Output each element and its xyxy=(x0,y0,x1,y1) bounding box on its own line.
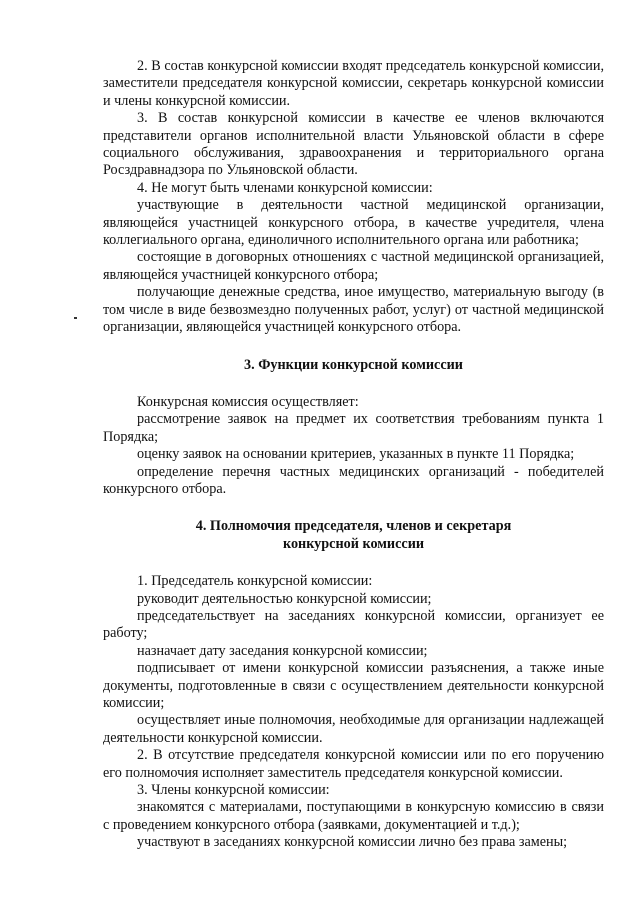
section-heading: конкурсной комиссии xyxy=(282,535,425,552)
paragraph: определение перечня частных медицинских организаций - победителей конкурсного отбора. xyxy=(103,463,604,497)
margin-mark xyxy=(74,317,77,319)
spacer xyxy=(103,337,604,357)
paragraph: получающие денежные средства, иное имущество, материальную выгоду (в том числе в виде безвозмездно полученных работ, услуг) от частной медицинской организации, являющейся участницей конкурсного отбора. xyxy=(103,284,604,336)
paragraph: 2. В отсутствие председателя конкурсной комиссии или по его поручению его полномочия исполняет заместитель председателя конкурсной комиссии. xyxy=(103,747,604,781)
section-heading: 4. Полномочия председателя, членов и секретаря xyxy=(195,518,512,535)
paragraph: Конкурсная комиссия осуществляет: xyxy=(137,393,359,410)
paragraph: 3. Члены конкурсной комиссии: xyxy=(137,782,330,799)
paragraph: участвуют в заседаниях конкурсной комиссии лично без права замены; xyxy=(137,834,568,851)
paragraph: председательствует на заседаниях конкурсной комиссии, организует ее работу; xyxy=(103,607,604,642)
paragraph: 2. В состав конкурсной комиссии входят председатель конкурсной комиссии, заместители председателя конкурсной комиссии, секретарь конкурсной комиссии и члены конкурсной комиссии. xyxy=(103,58,604,109)
paragraph: осуществляет иные полномочия, необходимые для организации надлежащей деятельности конкурсной комиссии. xyxy=(103,712,604,746)
paragraph: 3. В состав конкурсной комиссии в качестве ее членов включаются представители органов исполнительной власти Ульяновской области в сфере социального обслуживания, здравоохранения и территориального органа Росздравнадзора по Ульяновской области. xyxy=(103,110,604,179)
spacer xyxy=(103,374,604,394)
paragraph: рассмотрение заявок на предмет их соответствия требованиям пункта 1 Порядка; xyxy=(103,411,604,445)
spacer xyxy=(103,498,604,518)
paragraph: руководит деятельностью конкурсной комиссии; xyxy=(137,590,432,607)
paragraph: 1. Председатель конкурсной комиссии: xyxy=(137,573,373,590)
document-body xyxy=(103,58,604,852)
paragraph: 4. Не могут быть членами конкурсной комиссии: xyxy=(137,179,433,196)
paragraph: оценку заявок на основании критериев, указанных в пункте 11 Порядка; xyxy=(137,446,575,463)
section-heading: 3. Функции конкурсной комиссии xyxy=(244,356,463,373)
spacer xyxy=(103,553,604,573)
paragraph: назначает дату заседания конкурсной комиссии; xyxy=(137,642,428,659)
paragraph: подписывает от имени конкурсной комиссии разъяснения, а также иные документы, подготовленные в связи с осуществлением деятельности конкурсной комиссии; xyxy=(103,660,604,711)
paragraph: знакомятся с материалами, поступающими в конкурсную комиссию в связи с проведением конкурсного отбора (заявками, документацией и т.д.); xyxy=(103,799,604,833)
paragraph: участвующие в деятельности частной медицинской организации, являющейся участницей конкурсного отбора, в качестве учредителя, члена коллегиального органа, единоличного исполнительного органа или работника; xyxy=(103,197,604,249)
paragraph: состоящие в договорных отношениях с частной медицинской организацией, являющейся участницей конкурсного отбора; xyxy=(103,249,604,283)
